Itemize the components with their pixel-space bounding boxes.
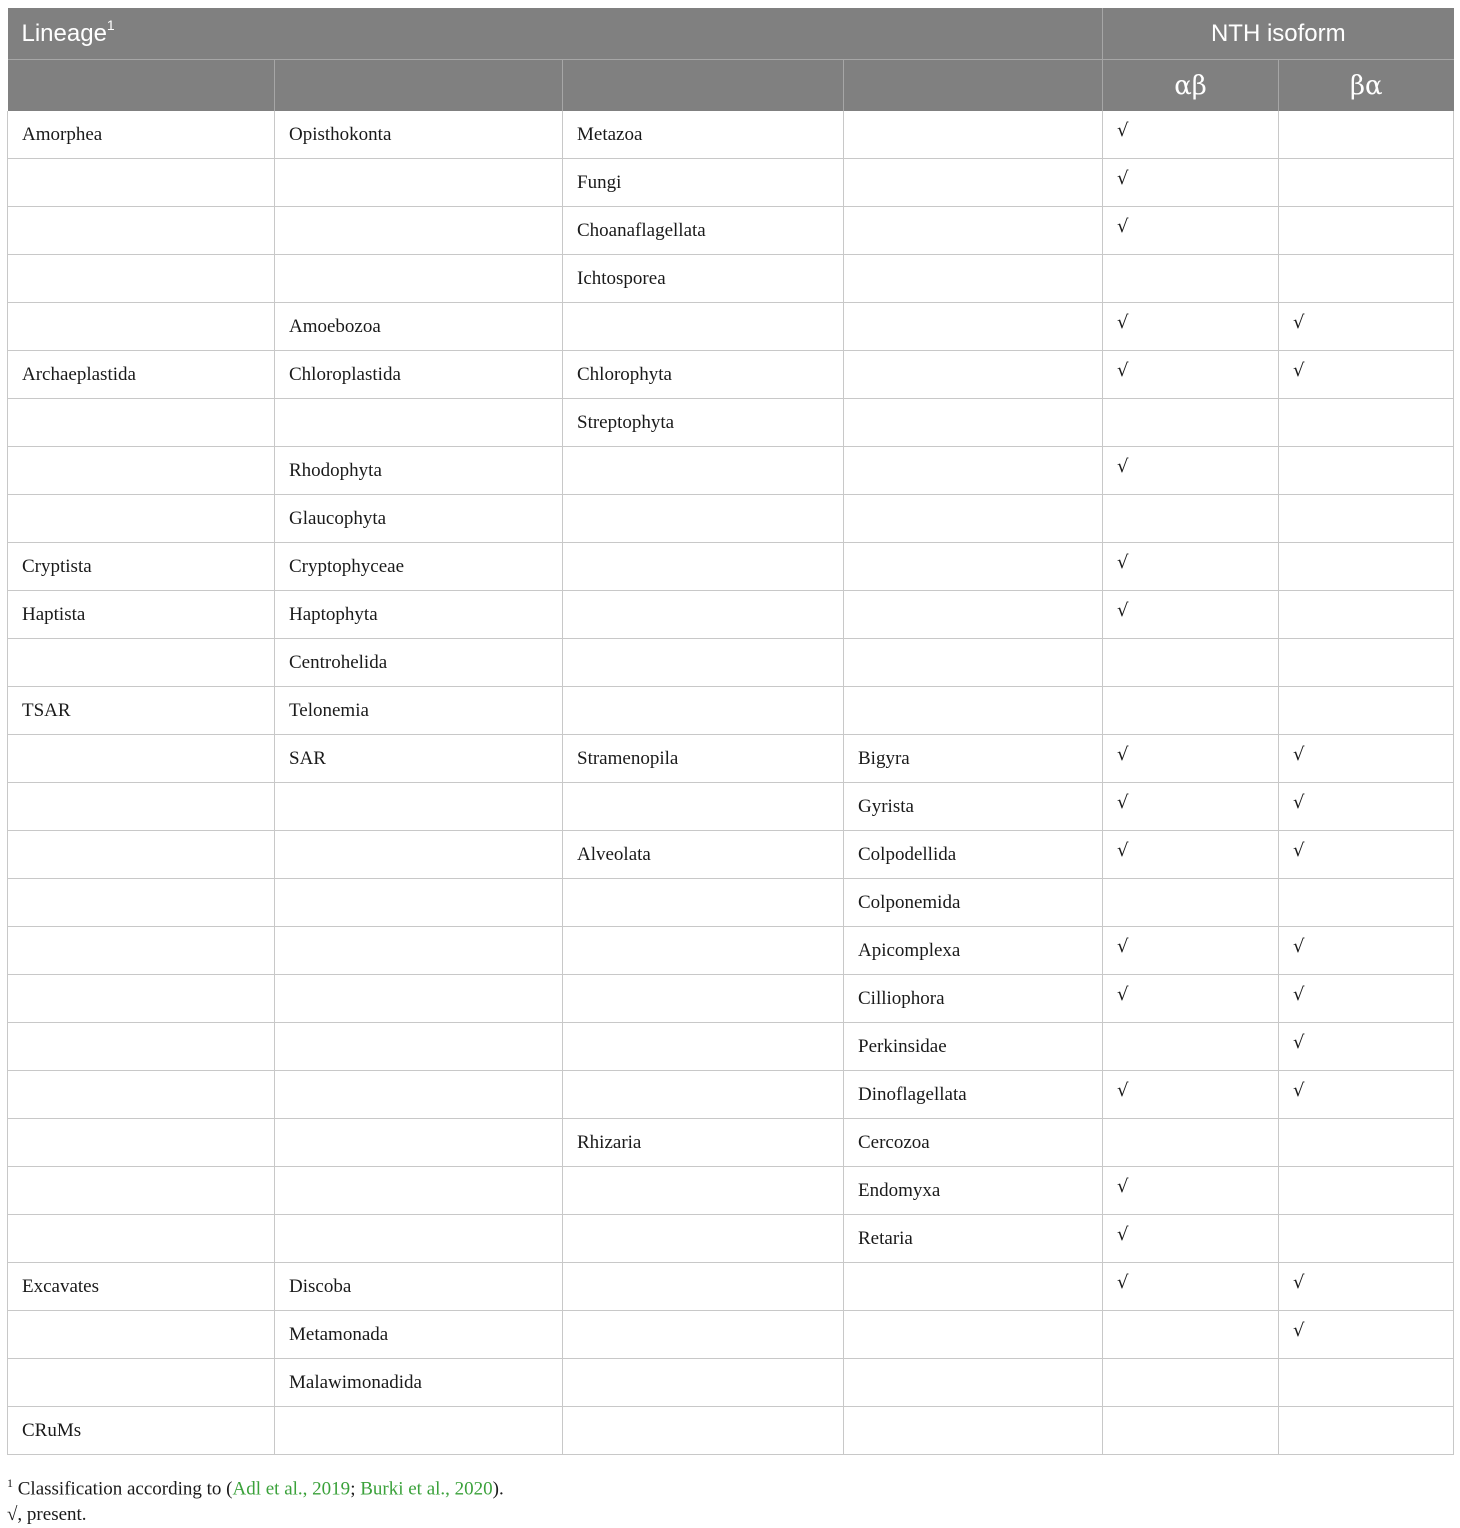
alpha-beta-cell — [1103, 1407, 1279, 1455]
taxon-cell — [844, 207, 1103, 255]
subgroup-cell: Stramenopila — [563, 735, 844, 783]
beta-alpha-cell: √ — [1279, 1023, 1454, 1071]
lineage-cell — [8, 831, 275, 879]
header-row-1 — [8, 8, 1454, 60]
lineage-cell — [8, 1023, 275, 1071]
subgroup-cell — [563, 639, 844, 687]
beta-alpha-cell — [1279, 687, 1454, 735]
lineage-cell — [8, 1359, 275, 1407]
table-row — [8, 399, 1454, 447]
header-row-2 — [8, 60, 1454, 112]
table-body — [8, 111, 1454, 1455]
taxon-cell — [844, 1263, 1103, 1311]
subgroup-cell — [563, 1071, 844, 1119]
taxon-cell — [844, 255, 1103, 303]
beta-alpha-cell — [1279, 111, 1454, 159]
table-row — [8, 1359, 1454, 1407]
table-row — [8, 1071, 1454, 1119]
lineage-cell — [8, 927, 275, 975]
group-cell: Telonemia — [275, 687, 563, 735]
beta-alpha-cell — [1279, 1119, 1454, 1167]
group-cell: Rhodophyta — [275, 447, 563, 495]
alpha-beta-cell: √ — [1103, 351, 1279, 399]
taxon-cell: Perkinsidae — [844, 1023, 1103, 1071]
group-cell — [275, 783, 563, 831]
alpha-beta-cell: √ — [1103, 783, 1279, 831]
col-beta-alpha-header: βα — [1279, 60, 1454, 112]
group-cell — [275, 1167, 563, 1215]
table-row — [8, 207, 1454, 255]
taxon-cell — [844, 447, 1103, 495]
group-cell — [275, 159, 563, 207]
subgroup-cell — [563, 495, 844, 543]
table-row — [8, 1119, 1454, 1167]
table-row — [8, 351, 1454, 399]
table-row — [8, 447, 1454, 495]
lineage-cell — [8, 447, 275, 495]
lineage-cell: CRuMs — [8, 1407, 275, 1455]
beta-alpha-cell — [1279, 1215, 1454, 1263]
alpha-beta-cell — [1103, 687, 1279, 735]
alpha-beta-cell — [1103, 495, 1279, 543]
table-row — [8, 543, 1454, 591]
beta-alpha-cell — [1279, 639, 1454, 687]
group-cell — [275, 927, 563, 975]
subgroup-cell: Streptophyta — [563, 399, 844, 447]
beta-alpha-cell: √ — [1279, 1311, 1454, 1359]
taxon-cell: Colpodellida — [844, 831, 1103, 879]
beta-alpha-cell: √ — [1279, 735, 1454, 783]
alpha-beta-cell: √ — [1103, 591, 1279, 639]
table-row — [8, 735, 1454, 783]
table-row — [8, 1407, 1454, 1455]
table-row — [8, 159, 1454, 207]
alpha-beta-cell: √ — [1103, 159, 1279, 207]
group-cell — [275, 255, 563, 303]
lineage-cell — [8, 303, 275, 351]
beta-alpha-cell — [1279, 879, 1454, 927]
footnote-1: $^1$ Classification according to (Adl et al., 2019; Burki et al., 2020). — [7, 1476, 504, 1500]
table-row — [8, 687, 1454, 735]
alpha-beta-cell — [1103, 255, 1279, 303]
beta-alpha-cell: √ — [1279, 351, 1454, 399]
group-cell: Discoba — [275, 1263, 563, 1311]
table-container — [7, 8, 1453, 1455]
subgroup-cell: Rhizaria — [563, 1119, 844, 1167]
taxon-cell: Dinoflagellata — [844, 1071, 1103, 1119]
beta-alpha-cell — [1279, 207, 1454, 255]
alpha-beta-cell: √ — [1103, 831, 1279, 879]
alpha-beta-cell: √ — [1103, 735, 1279, 783]
alpha-beta-cell: √ — [1103, 927, 1279, 975]
group-cell — [275, 1407, 563, 1455]
subgroup-cell — [563, 687, 844, 735]
alpha-beta-cell — [1103, 1359, 1279, 1407]
group-cell: Cryptophyceae — [275, 543, 563, 591]
table-row — [8, 831, 1454, 879]
beta-alpha-cell — [1279, 399, 1454, 447]
table-row — [8, 591, 1454, 639]
beta-alpha-cell — [1279, 591, 1454, 639]
beta-alpha-cell: √ — [1279, 975, 1454, 1023]
alpha-beta-cell: √ — [1103, 1263, 1279, 1311]
alpha-beta-cell: √ — [1103, 447, 1279, 495]
beta-alpha-cell — [1279, 1359, 1454, 1407]
table-row — [8, 879, 1454, 927]
taxon-cell: Cercozoa — [844, 1119, 1103, 1167]
alpha-beta-cell: √ — [1103, 207, 1279, 255]
alpha-beta-cell: √ — [1103, 1215, 1279, 1263]
table-row — [8, 639, 1454, 687]
table-row — [8, 495, 1454, 543]
alpha-beta-cell — [1103, 1023, 1279, 1071]
beta-alpha-cell: √ — [1279, 1071, 1454, 1119]
taxon-cell: Bigyra — [844, 735, 1103, 783]
group-cell — [275, 1023, 563, 1071]
lineage-cell — [8, 207, 275, 255]
group-cell: SAR — [275, 735, 563, 783]
subgroup-cell — [563, 1215, 844, 1263]
table-row — [8, 1263, 1454, 1311]
taxon-cell — [844, 639, 1103, 687]
group-cell: Chloroplastida — [275, 351, 563, 399]
subgroup-cell — [563, 975, 844, 1023]
table-row — [8, 927, 1454, 975]
header-blank-4 — [844, 60, 1103, 112]
group-cell: Centrohelida — [275, 639, 563, 687]
subgroup-cell — [563, 543, 844, 591]
beta-alpha-cell — [1279, 255, 1454, 303]
lineage-cell — [8, 879, 275, 927]
lineage-cell — [8, 1311, 275, 1359]
subgroup-cell: Ichtosporea — [563, 255, 844, 303]
table-row — [8, 1215, 1454, 1263]
lineage-cell — [8, 1167, 275, 1215]
lineage-cell — [8, 735, 275, 783]
lineage-cell — [8, 255, 275, 303]
alpha-beta-cell — [1103, 879, 1279, 927]
subgroup-cell — [563, 1167, 844, 1215]
beta-alpha-cell: √ — [1279, 831, 1454, 879]
reference-link-adl[interactable]: Adl et al., 2019 — [232, 1478, 351, 1500]
lineage-cell: Cryptista — [8, 543, 275, 591]
alpha-beta-cell — [1103, 1119, 1279, 1167]
group-cell: Glaucophyta — [275, 495, 563, 543]
table-row — [8, 255, 1454, 303]
group-cell — [275, 1119, 563, 1167]
col-alpha-beta-header: αβ — [1103, 60, 1279, 112]
lineage-cell — [8, 399, 275, 447]
subgroup-cell: Alveolata — [563, 831, 844, 879]
alpha-beta-cell: √ — [1103, 1167, 1279, 1215]
subgroup-cell — [563, 927, 844, 975]
taxon-cell — [844, 495, 1103, 543]
subgroup-cell: Chlorophyta — [563, 351, 844, 399]
beta-alpha-cell: √ — [1279, 783, 1454, 831]
beta-alpha-cell — [1279, 159, 1454, 207]
group-cell: Haptophyta — [275, 591, 563, 639]
taxon-cell — [844, 351, 1103, 399]
lineage-cell — [8, 495, 275, 543]
taxon-cell — [844, 1359, 1103, 1407]
alpha-beta-cell: √ — [1103, 975, 1279, 1023]
taxon-cell — [844, 591, 1103, 639]
beta-alpha-cell — [1279, 1407, 1454, 1455]
taxon-cell — [844, 303, 1103, 351]
header-blank-1 — [8, 60, 275, 112]
taxon-cell — [844, 1311, 1103, 1359]
subgroup-cell — [563, 447, 844, 495]
subgroup-cell — [563, 1263, 844, 1311]
lineage-header: Lineage$^1$ — [8, 8, 1103, 60]
table-row — [8, 303, 1454, 351]
header-blank-2 — [275, 60, 563, 112]
lineage-cell: Archaeplastida — [8, 351, 275, 399]
taxon-cell — [844, 159, 1103, 207]
lineage-cell: Amorphea — [8, 111, 275, 159]
subgroup-cell — [563, 1359, 844, 1407]
table-row — [8, 1023, 1454, 1071]
footnote-mark: 1 — [106, 17, 115, 33]
taxon-cell — [844, 687, 1103, 735]
lineage-cell: Excavates — [8, 1263, 275, 1311]
subgroup-cell — [563, 1311, 844, 1359]
group-cell — [275, 879, 563, 927]
table-row — [8, 1311, 1454, 1359]
beta-alpha-cell: √ — [1279, 927, 1454, 975]
alpha-beta-cell: √ — [1103, 303, 1279, 351]
taxon-cell: Retaria — [844, 1215, 1103, 1263]
lineage-cell — [8, 1215, 275, 1263]
group-cell — [275, 831, 563, 879]
group-cell — [275, 1215, 563, 1263]
subgroup-cell: Metazoa — [563, 111, 844, 159]
beta-alpha-cell: √ — [1279, 1263, 1454, 1311]
beta-alpha-cell — [1279, 447, 1454, 495]
beta-alpha-cell: √ — [1279, 303, 1454, 351]
lineage-cell: TSAR — [8, 687, 275, 735]
beta-alpha-cell — [1279, 1167, 1454, 1215]
taxon-cell: Colponemida — [844, 879, 1103, 927]
group-cell: Opisthokonta — [275, 111, 563, 159]
group-cell: Malawimonadida — [275, 1359, 563, 1407]
alpha-beta-cell: √ — [1103, 1071, 1279, 1119]
taxon-cell: Apicomplexa — [844, 927, 1103, 975]
beta-alpha-cell — [1279, 543, 1454, 591]
lineage-cell — [8, 783, 275, 831]
taxon-cell — [844, 111, 1103, 159]
subgroup-cell: Fungi — [563, 159, 844, 207]
lineage-cell — [8, 159, 275, 207]
alpha-beta-cell — [1103, 399, 1279, 447]
group-cell: Amoebozoa — [275, 303, 563, 351]
taxon-cell: Gyrista — [844, 783, 1103, 831]
subgroup-cell — [563, 303, 844, 351]
subgroup-cell — [563, 783, 844, 831]
group-cell — [275, 207, 563, 255]
taxon-cell — [844, 543, 1103, 591]
taxon-cell: Cilliophora — [844, 975, 1103, 1023]
lineage-cell — [8, 1071, 275, 1119]
lineage-cell — [8, 1119, 275, 1167]
footnote-2: √, present. — [7, 1504, 87, 1526]
subgroup-cell — [563, 1023, 844, 1071]
group-cell — [275, 399, 563, 447]
lineage-cell: Haptista — [8, 591, 275, 639]
subgroup-cell — [563, 591, 844, 639]
table-row — [8, 975, 1454, 1023]
taxon-cell — [844, 399, 1103, 447]
subgroup-cell: Choanaflagellata — [563, 207, 844, 255]
lineage-cell — [8, 975, 275, 1023]
isoform-header: NTH isoform — [1103, 8, 1454, 60]
alpha-beta-cell: √ — [1103, 543, 1279, 591]
alpha-beta-cell — [1103, 1311, 1279, 1359]
taxon-cell: Endomyxa — [844, 1167, 1103, 1215]
group-cell — [275, 975, 563, 1023]
subgroup-cell — [563, 879, 844, 927]
table-footnotes — [7, 1470, 1453, 1528]
taxon-cell — [844, 1407, 1103, 1455]
lineage-cell — [8, 639, 275, 687]
beta-alpha-cell — [1279, 495, 1454, 543]
table-row — [8, 783, 1454, 831]
alpha-beta-cell — [1103, 639, 1279, 687]
alpha-beta-cell: √ — [1103, 111, 1279, 159]
group-cell — [275, 1071, 563, 1119]
lineage-table — [7, 8, 1454, 1455]
table-row — [8, 1167, 1454, 1215]
header-blank-3 — [563, 60, 844, 112]
group-cell: Metamonada — [275, 1311, 563, 1359]
subgroup-cell — [563, 1407, 844, 1455]
table-row — [8, 111, 1454, 159]
reference-link-burki[interactable]: Burki et al., 2020 — [360, 1478, 493, 1500]
